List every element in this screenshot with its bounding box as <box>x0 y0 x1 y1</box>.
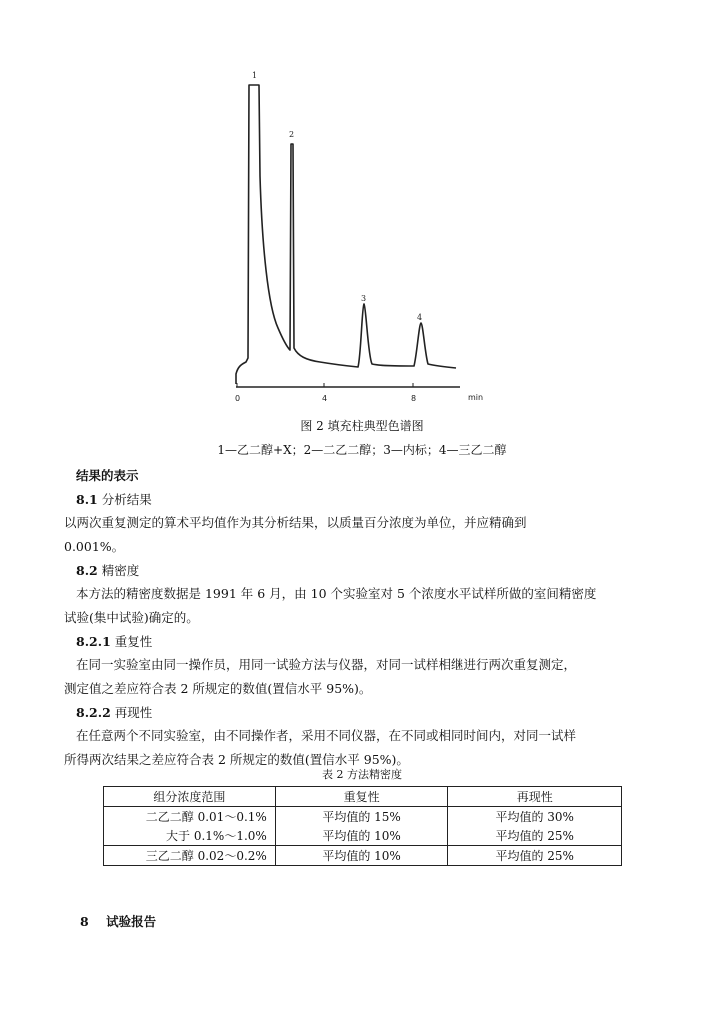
subsection-title: 再现性 <box>114 705 153 720</box>
subsection-number: 8.1 <box>76 492 98 507</box>
table-row <box>104 807 622 827</box>
subsection-title: 精密度 <box>101 563 140 578</box>
table-title: 表 2 方法精密度 <box>322 768 402 781</box>
table-cell: 平均值的 15% <box>275 807 448 827</box>
peak-label-1: 1 <box>252 71 258 80</box>
chromatogram-trace <box>236 85 456 384</box>
figure-title: 图 2 填充柱典型色谱图 <box>300 419 424 433</box>
table-cell: 三乙二醇 0.02～0.2% <box>104 846 276 866</box>
chromatogram-figure <box>228 66 498 411</box>
paragraph-line: 在任意两个不同实验室，由不同操作者，采用不同仪器，在不同或相同时间内，对同一试样 <box>76 728 577 743</box>
paragraph-line: 在同一实验室由同一操作员，用同一试验方法与仪器，对同一试样相继进行两次重复测定， <box>76 657 577 672</box>
peak-label-2: 2 <box>289 130 295 139</box>
paragraph-line: 本方法的精密度数据是 1991 年 6 月，由 10 个实验室对 5 个浓度水平试样所做的室间精密度 <box>76 586 597 601</box>
table-header-cell: 再现性 <box>448 787 622 807</box>
subsection-8-2-2 <box>76 703 152 721</box>
table-header-cell: 组分浓度范围 <box>104 787 276 807</box>
x-axis-unit: min <box>468 393 484 402</box>
table-cell: 平均值的 25% <box>448 826 622 846</box>
subsection-title: 分析结果 <box>101 492 152 507</box>
paragraph-line: 试验(集中试验)确定的。 <box>64 610 199 625</box>
x-tick-label-4: 4 <box>322 394 328 403</box>
section-8-heading <box>80 912 156 930</box>
chromatogram-svg <box>228 66 498 411</box>
x-tick-label-8: 8 <box>411 394 417 403</box>
table-cell: 平均值的 10% <box>275 846 448 866</box>
subsection-8-1 <box>76 490 152 508</box>
paragraph-line: 测定值之差应符合表 2 所规定的数值(置信水平 95%)。 <box>64 681 372 696</box>
table-header-row <box>104 787 622 807</box>
paragraph-line: 所得两次结果之差应符合表 2 所规定的数值(置信水平 95%)。 <box>64 752 409 767</box>
paragraph-line: 以两次重复测定的算术平均值作为其分析结果，以质量百分浓度为单位，并应精确到 <box>64 515 527 530</box>
subsection-8-2 <box>76 561 139 579</box>
table-cell: 平均值的 25% <box>448 846 622 866</box>
subsection-number: 8.2.1 <box>76 634 111 649</box>
table-header-cell: 重复性 <box>275 787 448 807</box>
table-cell: 平均值的 10% <box>275 826 448 846</box>
precision-table <box>103 786 622 866</box>
subsection-8-2-1 <box>76 632 152 650</box>
paragraph-line: 0.001%。 <box>64 539 125 554</box>
section-heading: 结果的表示 <box>76 468 139 483</box>
section-title: 试验报告 <box>106 914 157 929</box>
subsection-title: 重复性 <box>114 634 153 649</box>
table-row <box>104 846 622 866</box>
section-number: 8 <box>80 914 89 929</box>
subsection-number: 8.2.2 <box>76 705 111 720</box>
table-row <box>104 826 622 846</box>
peak-label-4: 4 <box>417 313 423 322</box>
table-cell: 二乙二醇 0.01～0.1% <box>104 807 276 827</box>
figure-legend: 1—乙二醇+X；2—二乙二醇；3—内标；4—三乙二醇 <box>217 443 507 457</box>
table-cell: 大于 0.1%～1.0% <box>104 826 276 846</box>
x-tick-label-0: 0 <box>235 394 241 403</box>
peak-label-3: 3 <box>361 294 367 303</box>
table-cell: 平均值的 30% <box>448 807 622 827</box>
subsection-number: 8.2 <box>76 563 98 578</box>
